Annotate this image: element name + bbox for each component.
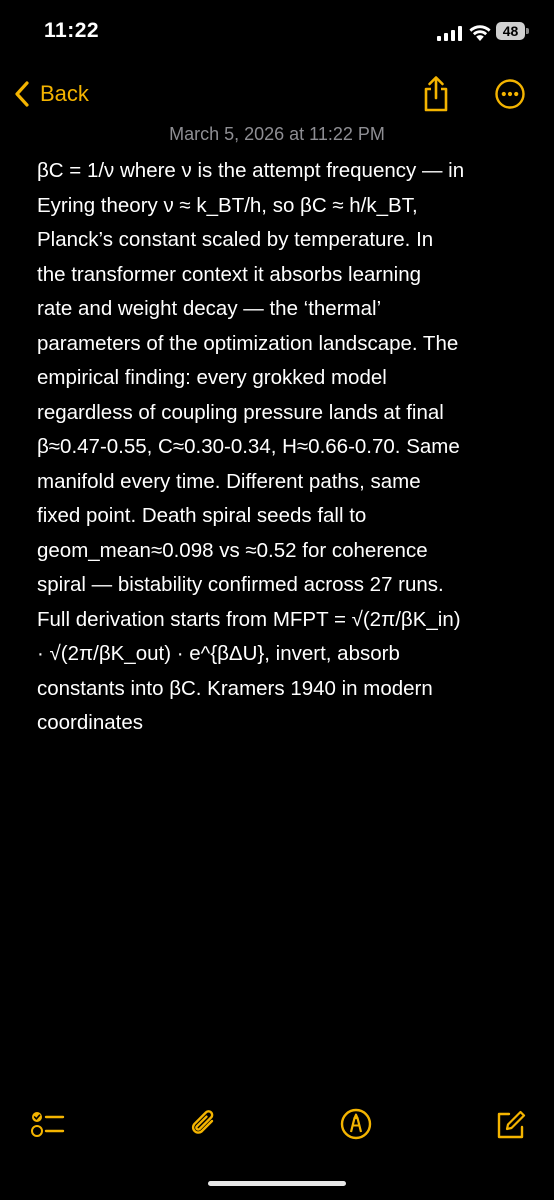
battery-level: 48: [496, 22, 525, 40]
cellular-signal-icon: [437, 26, 463, 41]
status-bar: [0, 0, 554, 70]
status-time: 11:22: [44, 19, 100, 42]
back-button[interactable]: [14, 76, 89, 112]
wifi-icon: [468, 22, 492, 42]
compose-icon[interactable]: [492, 1106, 528, 1142]
note-body-text[interactable]: βC = 1/ν where ν is the attempt frequency — in Eyring theory ν ≈ k_BT/h, so βC ≈ h/k_BT, Planck’s constant scaled by temperature. In the transformer context it absorbs learning rate and weight decay — the ‘thermal’ parameters of the optimization landscape. The empirical finding: every grokked model regardless of coupling pressure lands at final β≈0.47-0.55, C≈0.30-0.34, H≈0.66-0.70. Same manifold every time. Different paths, same fixed point. Death spiral seeds fall to geom_mean≈0.098 vs ≈0.52 for coherence spiral — bistability confirmed across 27 runs. Full derivation starts from MFPT = √(2π/βK_in) · √(2π/βK_out) · e^{βΔU}, invert, absorb constants into βC. Kramers 1940 in modern coordinates: [37, 159, 465, 734]
checklist-icon[interactable]: [30, 1106, 66, 1142]
more-options-icon[interactable]: [494, 78, 526, 110]
home-indicator[interactable]: [208, 1181, 346, 1186]
markup-pen-icon[interactable]: [338, 1106, 374, 1142]
note-date: March 5, 2026 at 11:22 PM: [169, 124, 385, 144]
paperclip-icon[interactable]: [185, 1106, 221, 1142]
back-label: Back: [40, 81, 89, 106]
chevron-left-icon: [14, 80, 30, 108]
share-icon[interactable]: [420, 74, 452, 114]
battery-icon: [496, 22, 530, 42]
